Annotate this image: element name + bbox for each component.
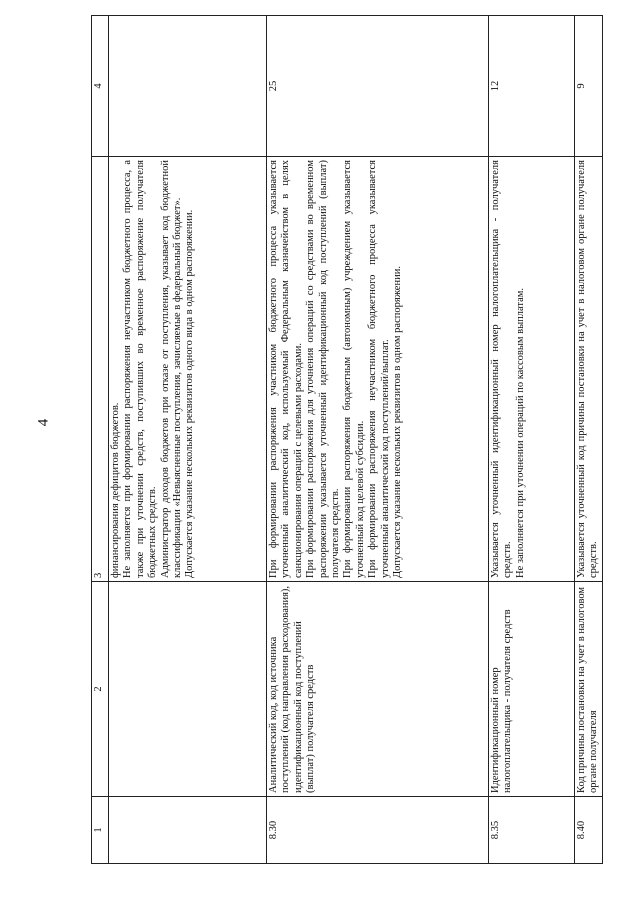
row-description <box>575 157 603 582</box>
description-paragraph: финансирования дефицитов бюджетов. <box>110 402 121 578</box>
description-paragraph: Допускается указание нескольких реквизитов одного вида в одном распоряжении. <box>184 209 196 578</box>
table-row <box>109 16 267 864</box>
row-code: 8.30 <box>267 797 489 864</box>
row-code: 8.35 <box>489 797 575 864</box>
row-length: 12 <box>489 16 575 157</box>
description-paragraph: Указывается уточненный идентификационный номер налогоплательщика - получателя средств. <box>490 160 514 578</box>
row-length: 9 <box>575 16 603 157</box>
row-code <box>109 797 267 864</box>
row-name: Код причины постановки на учет в налоговом органе получателя <box>575 582 603 797</box>
table-header-row <box>92 16 109 864</box>
rotated-table-page <box>91 44 603 864</box>
row-description <box>109 157 267 582</box>
row-length: 25 <box>267 16 489 157</box>
table-row <box>267 16 489 864</box>
row-code: 8.40 <box>575 797 603 864</box>
row-length <box>109 16 267 157</box>
header-col-2: 2 <box>92 582 109 797</box>
description-paragraph: При формировании распоряжения неучастником бюджетного процесса указывается уточненный аналитический код поступлений/выплат. <box>367 160 391 578</box>
description-paragraph: Указывается уточненный код причины постановки на учет в налоговом органе получателя средств. <box>576 160 600 578</box>
row-name: Аналитический код, код источника поступлений (код направления расходования), идентификационный код поступлений (выплат) получателя средств <box>267 582 489 797</box>
description-paragraph: При формировании распоряжения бюджетным (автономным) учреждением указывается уточненный код целевой субсидии. <box>342 160 366 578</box>
table-row <box>575 16 603 864</box>
header-col-1: 1 <box>92 797 109 864</box>
header-col-3: 3 <box>92 157 109 582</box>
description-paragraph: Администратор доходов бюджетов при отказе от поступления, указывает код бюджетной классификации «Невыясненные поступления, зачисляемые в федеральный бюджет». <box>159 160 184 578</box>
row-description <box>267 157 489 582</box>
description-paragraph: Допускается указание нескольких реквизитов в одном распоряжении. <box>392 266 404 578</box>
row-name <box>109 582 267 797</box>
description-paragraph: Не заполняется при формировании распоряжения неучастником бюджетного процесса, а также при уточнении средств, поступивших во временное распоряжение получателя бюджетных средств. <box>122 160 159 578</box>
requisites-table <box>91 15 603 864</box>
row-description <box>489 157 575 582</box>
description-paragraph: Не заполняется при уточнении операций по кассовым выплатам. <box>514 287 526 578</box>
header-col-4: 4 <box>92 16 109 157</box>
row-name: Идентификационный номер налогоплательщика - получателя средств <box>489 582 575 797</box>
page-number: 4 <box>35 418 52 427</box>
description-paragraph: При формировании распоряжения участником бюджетного процесса указывается уточненный аналитический код, используемый Федеральным казначейством в целях санкционирования операций с целевыми расходами. <box>268 160 304 578</box>
table-row <box>489 16 575 864</box>
description-paragraph: При формировании распоряжения для уточнения операций со средствами во временном распоряжении указывается уточненный идентификационный код поступлений (выплат) получателя средств. <box>305 160 342 578</box>
